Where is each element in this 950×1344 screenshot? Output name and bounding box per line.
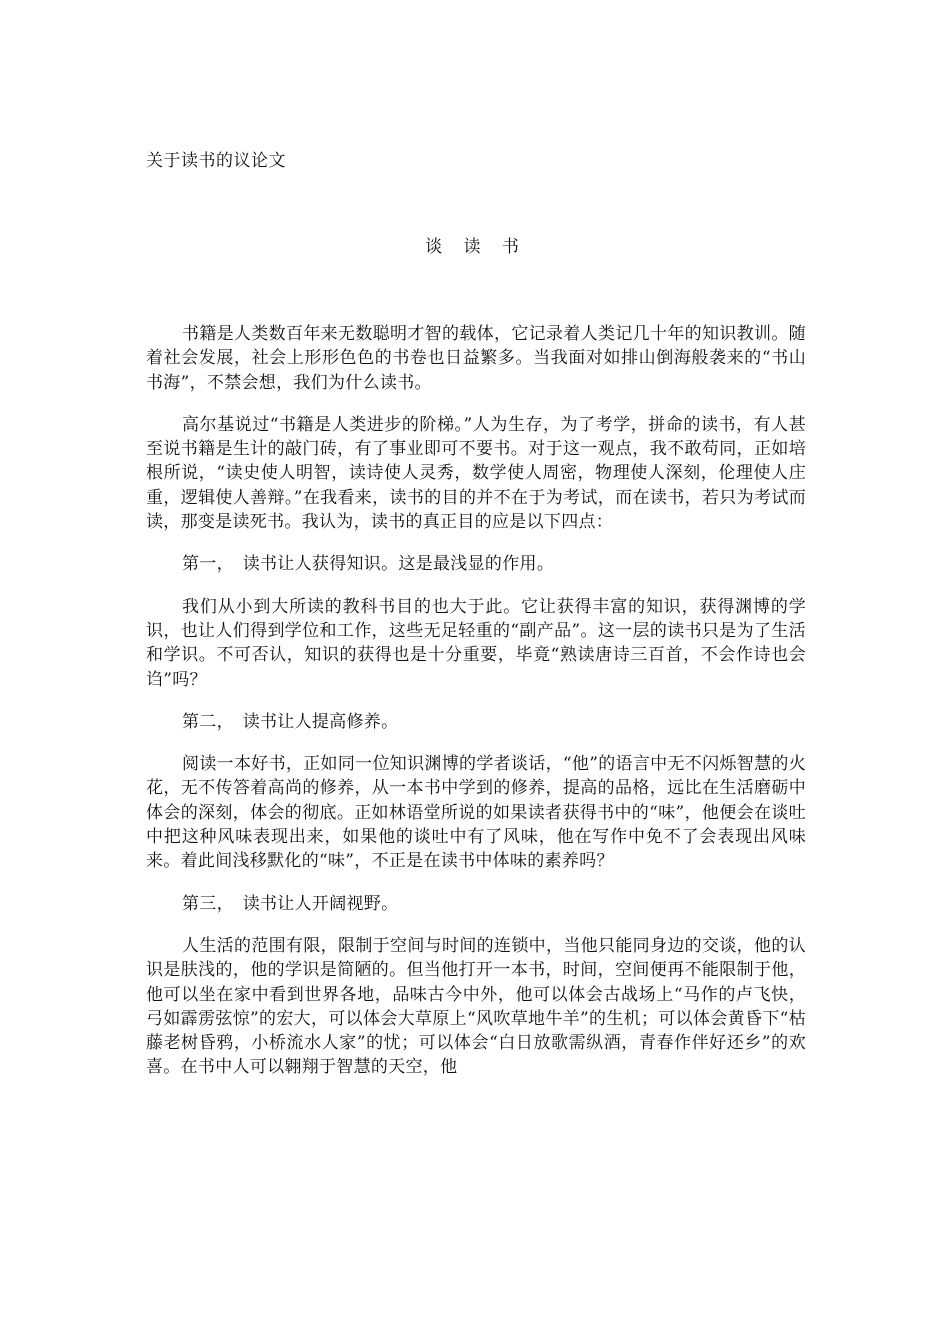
point-heading-3: 第三， 读书让人开阔视野。 bbox=[182, 893, 399, 914]
paragraph-intro: 书籍是人类数百年来无数聪明才智的载体，它记录着人类记几十年的知识教训。随着社会发展，社会上形形色色的书卷也日益繁多。当我面对如排山倒海般袭来的“书山书海”，不禁会想，我们为什么读书。 bbox=[146, 324, 806, 393]
paragraph-argument: 高尔基说过“书籍是人类进步的阶梯。”人为生存，为了考学，拼命的读书，有人甚至说书籍是生计的敲门砖，有了事业即可不要书。对于这一观点，我不敢苟同，正如培根所说，“读史使人明智，读诗使人灵秀，数学使人周密，物理使人深刻，伦理使人庄重，逻辑使人善辩。”在我看来，读书的目的并不在于为考试，而在读书，若只为考试而读，那变是读死书。我认为，读书的真正目的应是以下四点： bbox=[146, 414, 806, 533]
essay-title: 谈 读 书 bbox=[425, 237, 527, 257]
paragraph-point-3: 人生活的范围有限，限制于空间与时间的连锁中，当他只能同身边的交谈，他的认识是肤浅的，他的学识是简陋的。但当他打开一本书，时间，空间便再不能限制于他，他可以坐在家中看到世界各地，品味古今中外，他可以体会古战场上“马作的卢飞快，弓如霹雳弦惊”的宏大，可以体会大草原上“风吹草地牛羊”的生机；可以体会黄昏下“枯藤老树昏鸦，小桥流水人家”的忧；可以体会“白日放歌需纵酒，青春作伴好还乡”的欢喜。在书中人可以翱翔于智慧的天空，他 bbox=[146, 935, 806, 1078]
document-header: 关于读书的议论文 bbox=[146, 151, 286, 171]
essay-body bbox=[146, 322, 806, 1098]
point-heading-1: 第一， 读书让人获得知识。这是最浅显的作用。 bbox=[182, 554, 555, 575]
paragraph-point-2: 阅读一本好书，正如同一位知识渊博的学者谈话，“他”的语言中无不闪烁智慧的火花，无不传答着高尚的修养，从一本书中学到的修养，提高的品格，远比在生活磨砺中体会的深刻，体会的彻底。正如林语堂所说的如果读者获得书中的“味”，他便会在谈吐中把这种风味表现出来，如果他的谈吐中有了风味，他在写作中免不了会表现出风味来。着此间浅移默化的“味”，不正是在读书中体味的素养吗？ bbox=[146, 754, 806, 872]
point-heading-2: 第二， 读书让人提高修养。 bbox=[182, 711, 399, 732]
paragraph-point-1: 我们从小到大所读的教科书目的也大于此。它让获得丰富的知识，获得渊博的学识，也让人们得到学位和工作，这些无足轻重的“副产品”。这一层的读书只是为了生活和学识。不可否认，知识的获得也是十分重要，毕竟“熟读唐诗三百首，不会作诗也会诌”吗？ bbox=[146, 596, 806, 690]
